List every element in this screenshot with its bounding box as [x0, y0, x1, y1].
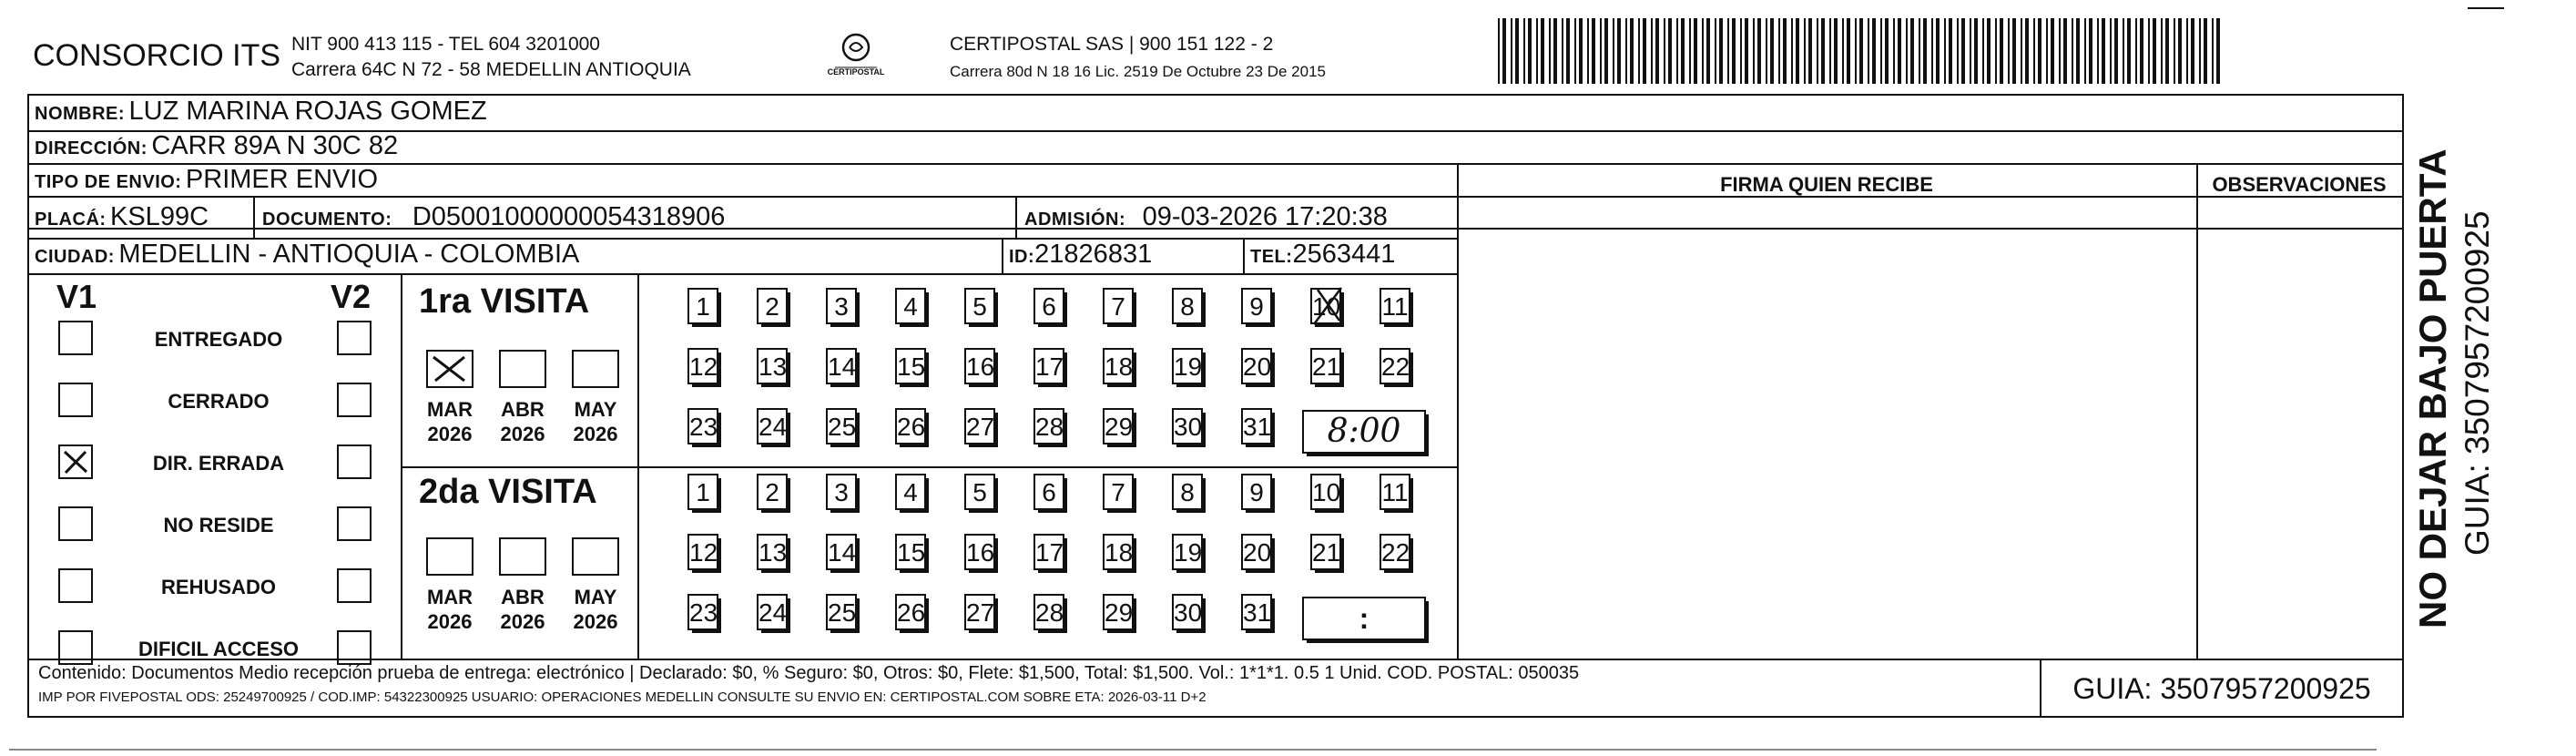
status-option-label: REHUSADO: [161, 576, 276, 598]
tel-row: [1250, 240, 1395, 270]
direccion-row: [35, 131, 398, 161]
day-box[interactable]: 16: [964, 348, 995, 384]
day-box[interactable]: 18: [1103, 348, 1134, 384]
documento-row: [262, 202, 725, 232]
status-option-label: CERRADO: [168, 390, 270, 413]
month-checkbox[interactable]: [499, 537, 546, 576]
day-box[interactable]: 8: [1172, 288, 1203, 324]
carrier-name: CERTIPOSTAL SAS | 900 151 122 - 2: [950, 34, 1274, 55]
placa-value: KSL99C: [110, 202, 209, 231]
admision-row: [1024, 202, 1388, 232]
col-line: [2402, 94, 2404, 718]
footer-line: [27, 659, 2404, 660]
day-box[interactable]: 16: [964, 534, 995, 570]
status-v1-checkbox[interactable]: [58, 444, 93, 479]
status-v1-checkbox[interactable]: [58, 506, 93, 541]
status-option-label: NO RESIDE: [163, 514, 274, 536]
carrier-address: Carrera 80d N 18 16 Lic. 2519 De Octubre 23 De 2015: [950, 63, 1326, 80]
day-box[interactable]: 20: [1241, 348, 1272, 384]
month-year: 2026: [500, 423, 545, 445]
nombre-label: NOMBRE:: [35, 104, 126, 124]
day-box[interactable]: 8: [1172, 474, 1203, 510]
direccion-value: CARR 89A N 30C 82: [151, 131, 399, 160]
day-box[interactable]: 9: [1241, 288, 1272, 324]
day-box[interactable]: 27: [964, 594, 995, 630]
tel-label: TEL:: [1250, 247, 1293, 267]
status-v1-checkbox[interactable]: [58, 630, 93, 665]
day-box[interactable]: 29: [1103, 408, 1134, 444]
day-box[interactable]: 19: [1172, 348, 1203, 384]
day-box[interactable]: 25: [826, 408, 857, 444]
day-box[interactable]: 5: [964, 288, 995, 324]
day-box[interactable]: 9: [1241, 474, 1272, 510]
month-name: MAY: [574, 586, 617, 608]
month-year: 2026: [573, 610, 618, 633]
ciudad-label: CIUDAD:: [35, 247, 115, 267]
month-checkbox[interactable]: [572, 537, 619, 576]
col-line: [1002, 238, 1003, 273]
admision-label: ADMISIÓN:: [1024, 209, 1126, 230]
day-box[interactable]: 7: [1103, 474, 1134, 510]
status-option-label: ENTREGADO: [154, 328, 283, 351]
nombre-row: [35, 97, 487, 127]
visit1-title: 1ra VISITA: [419, 282, 590, 321]
documento-label: DOCUMENTO:: [262, 209, 392, 230]
day-box[interactable]: 21: [1310, 348, 1341, 384]
day-box[interactable]: 2: [757, 288, 788, 324]
v1-label: V1: [56, 278, 97, 315]
direccion-label: DIRECCIÓN:: [35, 138, 148, 158]
id-value: 21826831: [1034, 240, 1153, 269]
nombre-value: LUZ MARINA ROJAS GOMEZ: [128, 97, 487, 126]
documento-value: D05001000000054318906: [412, 202, 726, 231]
day-box[interactable]: 12: [687, 348, 718, 384]
day-box[interactable]: 15: [895, 348, 926, 384]
month-name: ABR: [501, 398, 545, 421]
day-box[interactable]: 5: [964, 474, 995, 510]
day-box[interactable]: 22: [1380, 534, 1410, 570]
status-v2-checkbox[interactable]: [337, 321, 372, 355]
day-box[interactable]: 22: [1380, 348, 1410, 384]
day-box[interactable]: 24: [757, 594, 788, 630]
day-box[interactable]: 18: [1103, 534, 1134, 570]
day-box[interactable]: 30: [1172, 408, 1203, 444]
month-name: ABR: [501, 586, 545, 608]
month-checkbox[interactable]: [426, 537, 473, 576]
day-box[interactable]: 14: [826, 348, 857, 384]
firma-header: FIRMA QUIEN RECIBE: [1720, 173, 1933, 196]
tipo-value: PRIMER ENVIO: [185, 165, 379, 194]
status-v2-checkbox[interactable]: [337, 383, 372, 417]
day-box[interactable]: 17: [1033, 534, 1064, 570]
id-label: ID:: [1009, 247, 1035, 267]
status-v2-checkbox[interactable]: [337, 630, 372, 665]
v2-label: V2: [331, 278, 372, 315]
company-nit: NIT 900 413 115 - TEL 604 3201000: [291, 34, 600, 55]
month-checkbox[interactable]: [499, 350, 546, 388]
status-v2-checkbox[interactable]: [337, 506, 372, 541]
logo-text: CERTIPOSTAL: [827, 67, 885, 77]
month-name: MAY: [574, 398, 617, 421]
day-box[interactable]: 21: [1310, 534, 1341, 570]
col-line: [1243, 238, 1245, 273]
day-box[interactable]: 6: [1033, 474, 1064, 510]
visit-row-divider: [401, 466, 1457, 468]
day-box[interactable]: 12: [687, 534, 718, 570]
day-box[interactable]: 23: [687, 408, 718, 444]
month-checkbox[interactable]: [426, 350, 473, 388]
col-line: [253, 196, 255, 238]
certipostal-logo: [824, 27, 888, 82]
month-name: MAR: [426, 586, 473, 608]
day-box[interactable]: 28: [1033, 408, 1064, 444]
day-box[interactable]: 26: [895, 408, 926, 444]
day-box[interactable]: 13: [757, 348, 788, 384]
admision-value: 09-03-2026 17:20:38: [1142, 202, 1388, 231]
day-box[interactable]: 24: [757, 408, 788, 444]
status-v2-checkbox[interactable]: [337, 444, 372, 479]
day-box[interactable]: 29: [1103, 594, 1134, 630]
cut-line: [9, 749, 2377, 751]
month-checkbox[interactable]: [572, 350, 619, 388]
day-box[interactable]: 19: [1172, 534, 1203, 570]
month-name: MAR: [426, 398, 473, 421]
day-box[interactable]: 4: [895, 288, 926, 324]
month-year: 2026: [500, 610, 545, 633]
day-box[interactable]: 11: [1380, 474, 1410, 510]
row-line: [27, 163, 2404, 165]
day-box[interactable]: 30: [1172, 594, 1203, 630]
month-year: 2026: [427, 610, 473, 633]
month-label: [492, 397, 554, 446]
day-box[interactable]: 10: [1310, 474, 1341, 510]
day-box[interactable]: 3: [826, 288, 857, 324]
day-box[interactable]: 27: [964, 408, 995, 444]
month-label: [419, 585, 481, 634]
day-box[interactable]: 3: [826, 474, 857, 510]
day-box[interactable]: 2: [757, 474, 788, 510]
status-option-label: DIFICIL ACCESO: [137, 638, 299, 660]
footer-content: Contenido: Documentos Medio recepción prueba de entrega: electrónico | Declarado: $0, % Seguro: $0, Otros: $0, Flete: $1,500, Total: $1,500. Vol.: 1*1*1. 0.5 1 Unid. COD. POSTAL: 050035: [38, 663, 1580, 683]
barcode: [1498, 18, 2222, 84]
visit2-time-box[interactable]: :: [1302, 597, 1426, 640]
status-v1-checkbox[interactable]: [58, 321, 93, 355]
month-label: [492, 585, 554, 634]
footer-guia: GUIA: 3507957200925: [2072, 672, 2371, 705]
col-line: [1457, 165, 1459, 659]
status-option-label: DIR. ERRADA: [152, 452, 285, 475]
tipo-label: TIPO DE ENVIO:: [35, 172, 182, 192]
day-box[interactable]: 28: [1033, 594, 1064, 630]
day-box[interactable]: 14: [826, 534, 857, 570]
side-guia: GUIA: 3507957200925: [2459, 210, 2496, 556]
tipo-row: [35, 165, 378, 195]
col-line: [2196, 165, 2198, 659]
day-box[interactable]: 1: [687, 288, 718, 324]
corner-mark: [2468, 7, 2504, 9]
visit2-title: 2da VISITA: [419, 473, 597, 511]
tel-value: 2563441: [1292, 240, 1396, 269]
month-label: [565, 585, 626, 634]
placa-row: [35, 202, 209, 232]
day-box[interactable]: 1: [687, 474, 718, 510]
day-box[interactable]: 23: [687, 594, 718, 630]
day-box[interactable]: 6: [1033, 288, 1064, 324]
status-v1-checkbox[interactable]: [58, 383, 93, 417]
day-box[interactable]: 31: [1241, 594, 1272, 630]
row-line: [27, 273, 1457, 275]
day-box[interactable]: 25: [826, 594, 857, 630]
day-box[interactable]: 7: [1103, 288, 1134, 324]
day-box[interactable]: 4: [895, 474, 926, 510]
month-year: 2026: [427, 423, 473, 445]
month-label: [565, 397, 626, 446]
day-box[interactable]: 15: [895, 534, 926, 570]
day-box[interactable]: 11: [1380, 288, 1410, 324]
day-box[interactable]: 10: [1310, 288, 1341, 324]
col-line: [1015, 196, 1017, 238]
day-box[interactable]: 20: [1241, 534, 1272, 570]
footer-print-info: IMP POR FIVEPOSTAL ODS: 25249700925 / COD.IMP: 54322300925 USUARIO: OPERACIONES MEDELLIN CONSULTE SU ENVIO EN: CERTIPOSTAL.COM SOBRE ETA: 2026-03-11 D+2: [38, 690, 1207, 705]
day-box[interactable]: 31: [1241, 408, 1272, 444]
month-label: [419, 397, 481, 446]
ciudad-value: MEDELLIN - ANTIOQUIA - COLOMBIA: [118, 240, 580, 269]
month-year: 2026: [573, 423, 618, 445]
status-v1-checkbox[interactable]: [58, 568, 93, 603]
observaciones-header: OBSERVACIONES: [2212, 173, 2387, 196]
company-name: CONSORCIO ITS: [33, 38, 281, 73]
status-v2-checkbox[interactable]: [337, 568, 372, 603]
day-box[interactable]: 13: [757, 534, 788, 570]
placa-label: PLACÁ:: [35, 209, 107, 230]
visit1-time-box[interactable]: 8:00: [1302, 410, 1426, 454]
side-warning: NO DEJAR BAJO PUERTA: [2411, 148, 2454, 628]
day-box[interactable]: 26: [895, 594, 926, 630]
day-box[interactable]: 17: [1033, 348, 1064, 384]
company-address: Carrera 64C N 72 - 58 MEDELLIN ANTIOQUIA: [291, 59, 691, 80]
id-row: [1009, 240, 1152, 270]
ciudad-row: [35, 240, 579, 270]
